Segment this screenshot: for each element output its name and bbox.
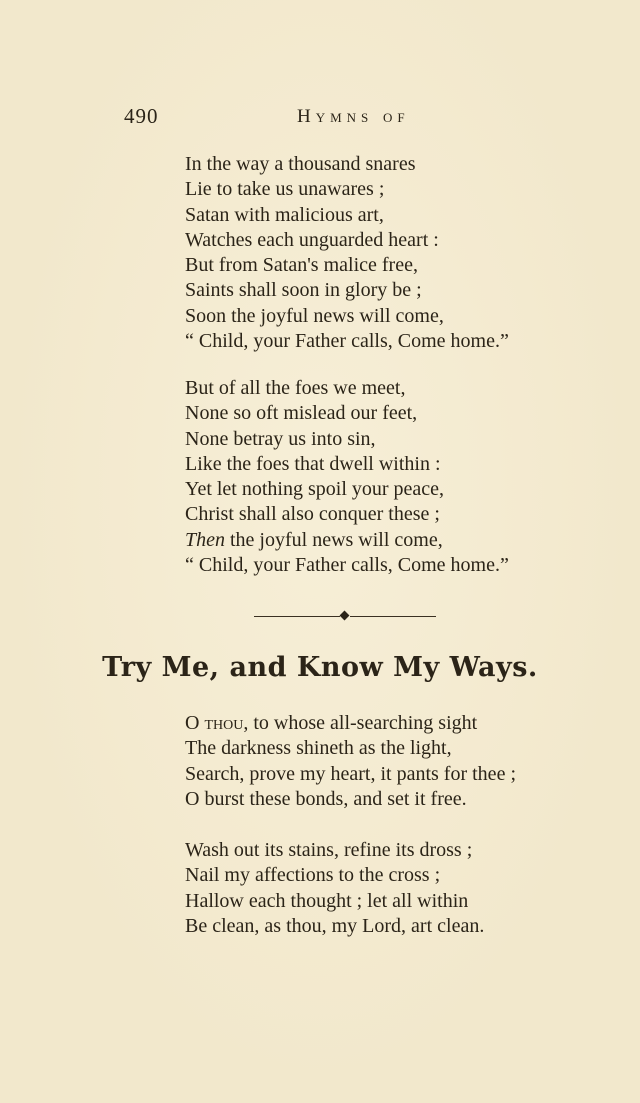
verse-line — [185, 528, 605, 553]
verse-line: Hallow each thought ; let all within — [185, 889, 469, 912]
smallcaps-word: thou — [204, 712, 244, 734]
verse-line: None betray us into sin, — [185, 427, 376, 450]
verse-line: O burst these bonds, and set it free. — [185, 787, 467, 810]
verse-line: The darkness shineth as the light, — [185, 737, 452, 760]
verse-line: But of all the foes we meet, — [185, 377, 406, 399]
italic-word: Then — [185, 528, 225, 551]
verse-line: Nail my affections to the cross ; — [185, 864, 441, 887]
verse-line: None so oft mislead our feet, — [185, 402, 418, 425]
verse-line: Christ shall also conquer these ; — [185, 503, 440, 526]
verse-line: Soon the joyful news will come, — [185, 304, 444, 327]
hymn-title: Try Me, and Know My Ways. — [102, 652, 538, 683]
verse-line: But from Satan's malice free, — [185, 254, 418, 277]
divider-rule-left — [254, 616, 340, 617]
verse-line-rest: the joyful news will come, — [225, 528, 443, 551]
verse-line: Watches each unguarded heart : — [185, 228, 439, 251]
verse-line-rest: , to whose all-searching sight — [243, 712, 478, 734]
verse-line-start: O — [185, 712, 205, 734]
running-title: Hymns of — [297, 106, 410, 127]
verse-line: “ Child, your Father calls, Come home.” — [185, 554, 509, 577]
verse-line: “ Child, your Father calls, Come home.” — [185, 330, 509, 353]
verse-line: Search, prove my heart, it pants for thee ; — [185, 762, 516, 785]
verse-line: In the way a thousand snares — [185, 153, 416, 175]
verse-line: Yet let nothing spoil your peace, — [185, 478, 445, 501]
stanza-1 — [185, 152, 605, 354]
verse-line — [185, 711, 605, 736]
verse-line: Like the foes that dwell within : — [185, 452, 441, 475]
verse-line: Saints shall soon in glory be ; — [185, 279, 422, 302]
verse-line: Lie to take us unawares ; — [185, 178, 385, 201]
verse-line: Satan with malicious art, — [185, 203, 384, 226]
divider-rule-right — [350, 616, 436, 617]
diamond-ornament-icon — [340, 611, 350, 621]
stanza-3 — [185, 711, 605, 812]
page-number: 490 — [124, 104, 159, 128]
stanza-2 — [185, 376, 605, 578]
running-head — [0, 104, 640, 130]
verse-line: Wash out its stains, refine its dross ; — [185, 839, 473, 861]
section-divider — [254, 610, 436, 624]
stanza-4 — [185, 838, 605, 939]
verse-line: Be clean, as thou, my Lord, art clean. — [185, 914, 485, 937]
